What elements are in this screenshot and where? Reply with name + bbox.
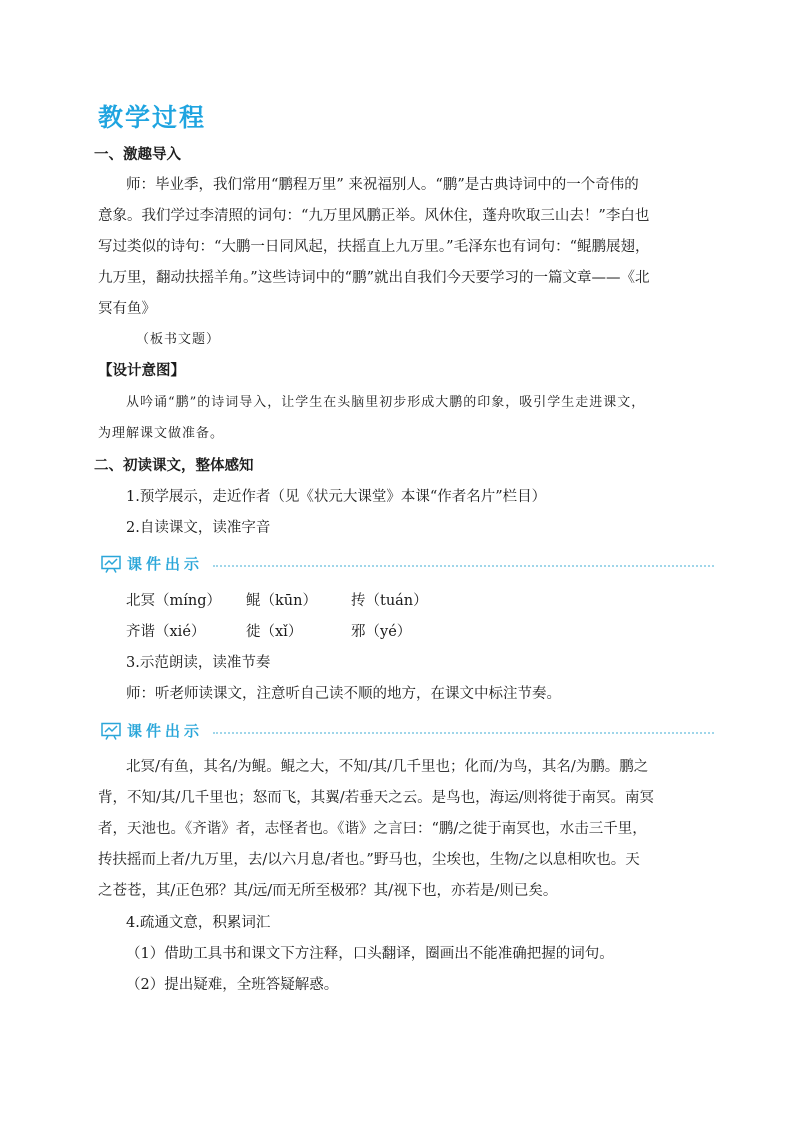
courseware-banner-2 <box>101 720 714 742</box>
banner-label: 课件出示 <box>127 722 204 740</box>
design-intent-heading: 【设计意图】 <box>98 363 185 379</box>
passage-line-4: 抟扶摇而上者/九万里，去/以六月息/者也。”野马也，尘埃也，生物/之以息相吹也。天 <box>98 852 640 868</box>
presentation-icon <box>101 722 121 740</box>
intro-line-5: 冥有鱼》 <box>98 301 156 317</box>
step-2: 2.自读课文，读准字音 <box>126 520 271 536</box>
pinyin-item: 抟（tuán） <box>351 593 428 609</box>
step-3-instruction: 师：听老师读课文，注意听自己读不顺的地方，在课文中标注节奏。 <box>126 686 561 702</box>
step-1: 1.预学展示，走近作者（见《状元大课堂》本课“作者名片”栏目） <box>126 489 547 505</box>
intro-line-1: 师：毕业季，我们常用“鹏程万里” 来祝福别人。“鹏”是古典诗词中的一个奇伟的 <box>126 177 639 193</box>
section-heading-1: 一、激趣导入 <box>94 147 181 163</box>
banner-label: 课件出示 <box>127 555 204 573</box>
board-note: （板书文题） <box>136 332 221 347</box>
dotted-divider <box>213 732 714 734</box>
courseware-banner-1 <box>101 553 714 575</box>
presentation-icon <box>101 555 121 573</box>
pinyin-item: 齐谐（xié） <box>126 624 206 640</box>
step-4: 4.疏通文意，积累词汇 <box>126 915 271 931</box>
section-heading-2: 二、初读课文，整体感知 <box>94 458 254 474</box>
pinyin-item: 鲲（kūn） <box>246 593 317 609</box>
design-intent-line-1: 从吟诵“鹏”的诗词导入，让学生在头脑里初步形成大鹏的印象，吸引学生走进课文， <box>126 395 646 410</box>
passage-line-5: 之苍苍，其/正色邪？其/远/而无所至极邪？其/视下也，亦若是/则已矣。 <box>98 883 558 899</box>
passage-line-3: 者，天池也。《齐谐》者，志怪者也。《谐》之言曰：“鹏/之徙于南冥也，水击三千里， <box>98 821 647 837</box>
intro-line-3: 写过类似的诗句：“大鹏一日同风起，扶摇直上九万里。”毛泽东也有词句：“鲲鹏展翅， <box>98 239 650 255</box>
passage-line-2: 背，不知/其/几千里也；怒而飞，其翼/若垂天之云。是鸟也，海运/则将徙于南冥。南冥 <box>98 790 655 806</box>
pinyin-item: 北冥（míng） <box>126 593 222 609</box>
intro-line-4: 九万里，翻动扶摇羊角。”这些诗词中的“鹏”就出自我们今天要学习的一篇文章——《北 <box>98 270 650 286</box>
passage-line-1: 北冥/有鱼，其名/为鲲。鲲之大，不知/其/几千里也；化而/为鸟，其名/为鹏。鹏之 <box>126 759 649 775</box>
step-4-item-2: （2）提出疑难，全班答疑解惑。 <box>126 977 339 993</box>
page-title: 教学过程 <box>98 103 207 132</box>
pinyin-item: 徙（xǐ） <box>246 624 303 640</box>
step-3: 3.示范朗读，读准节奏 <box>126 655 271 671</box>
dotted-divider <box>213 565 714 567</box>
step-4-item-1: （1）借助工具书和课文下方注释，口头翻译，圈画出不能准确把握的词句。 <box>126 946 614 962</box>
design-intent-line-2: 为理解课文做准备。 <box>98 426 225 441</box>
pinyin-item: 邪（yé） <box>351 624 412 640</box>
intro-line-2: 意象。我们学过李清照的词句：“九万里风鹏正举。风休住，蓬舟吹取三山去！”李白也 <box>98 208 650 224</box>
